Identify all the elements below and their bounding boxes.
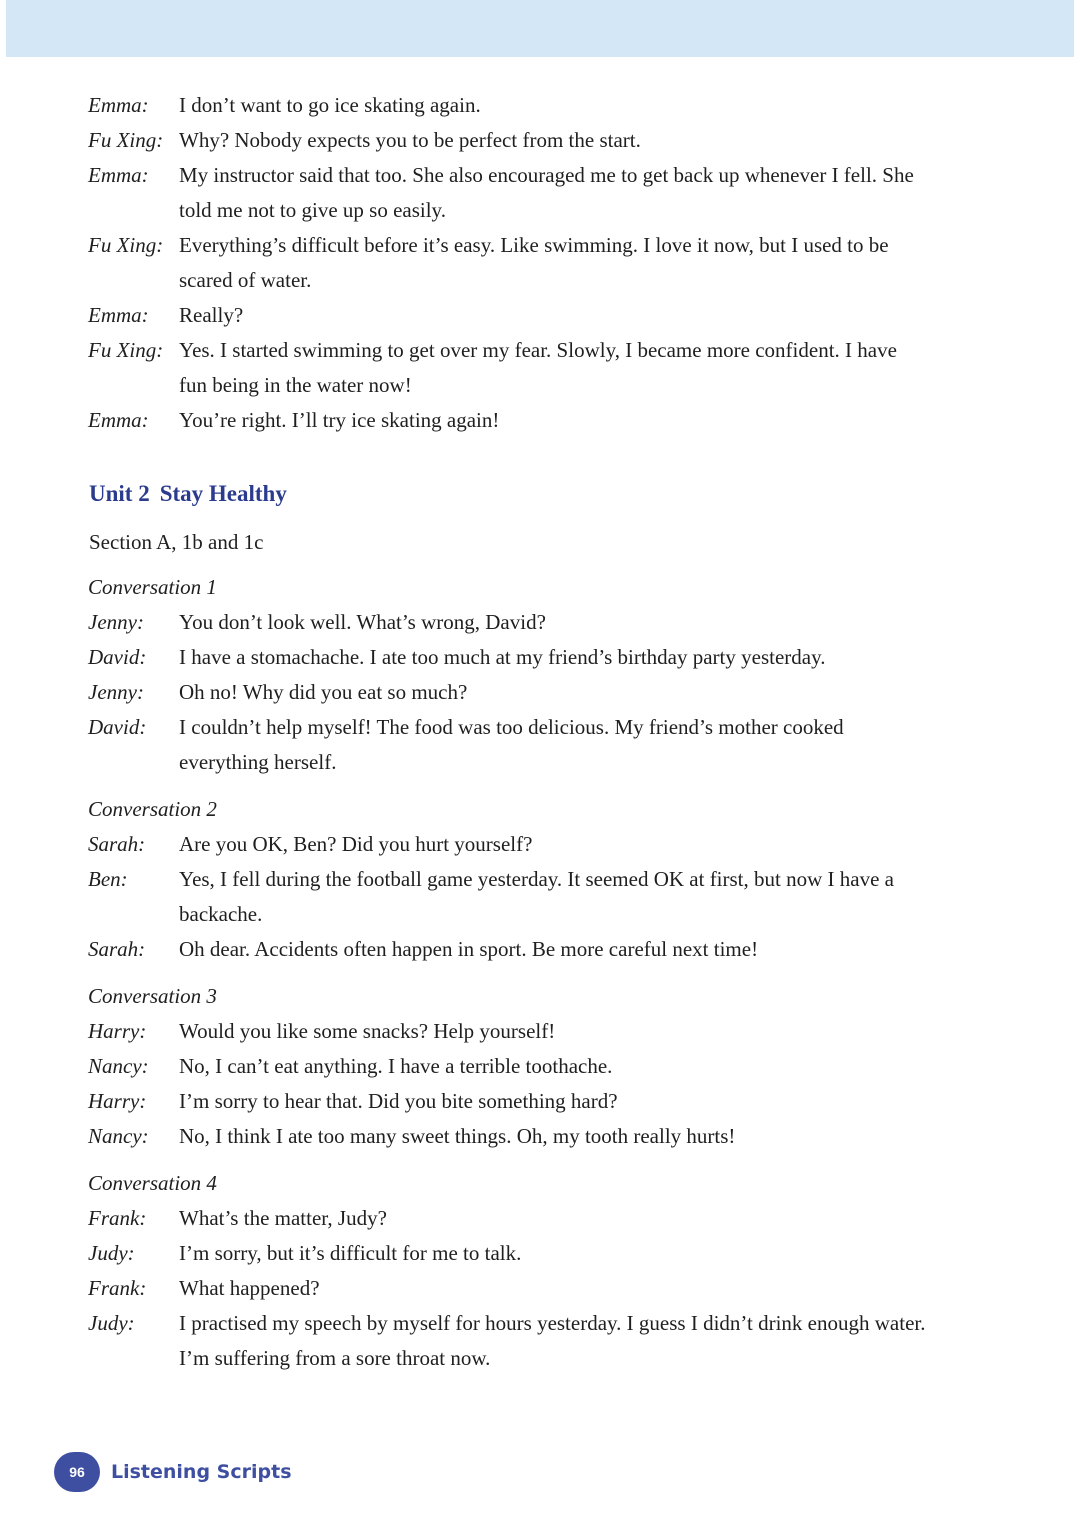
dialogue-text: Everything’s difficult before it’s easy. Like swimming. I love it now, but I used to be scared of water.: [179, 233, 889, 292]
dialogue-text: Yes, I fell during the football game yesterday. It seemed OK at first, but now I have a backache.: [179, 867, 894, 926]
unit-number: Unit 2: [89, 481, 150, 506]
speaker-label: Fu Xing:: [88, 128, 164, 152]
speaker-label: David:: [88, 645, 147, 669]
dialogue-text: Oh no! Why did you eat so much?: [179, 680, 468, 704]
top-color-band: [6, 0, 1074, 57]
speaker-label: Emma:: [88, 303, 149, 327]
section-heading: Section A, 1b and 1c: [89, 530, 264, 554]
speaker-label: Judy:: [88, 1311, 135, 1335]
conversation-3: [88, 979, 928, 1154]
speaker-label: Nancy:: [88, 1054, 149, 1078]
speaker-label: Judy:: [88, 1241, 135, 1265]
dialogue-line: [88, 675, 928, 710]
speaker-label: Jenny:: [88, 610, 144, 634]
dialogue-text: Would you like some snacks? Help yourself!: [179, 1019, 556, 1043]
dialogue-text: I couldn’t help myself! The food was too delicious. My friend’s mother cooked everything herself.: [179, 715, 844, 774]
dialogue-line: [88, 298, 928, 333]
speaker-label: Sarah:: [88, 937, 146, 961]
dialogue-line: [88, 88, 928, 123]
speaker-label: Emma:: [88, 163, 149, 187]
conversation-title: Conversation 2: [88, 797, 217, 821]
dialogue-text: What happened?: [179, 1276, 320, 1300]
unit-title: Stay Healthy: [159, 481, 287, 506]
dialogue-text: I’m sorry, but it’s difficult for me to talk.: [179, 1241, 522, 1265]
dialogue-line: [88, 710, 928, 780]
dialogue-line: [88, 228, 928, 298]
speaker-label: Fu Xing:: [88, 233, 164, 257]
speaker-label: Nancy:: [88, 1124, 149, 1148]
footer-section-title: Listening Scripts: [111, 1461, 292, 1483]
dialogue-line: [88, 1014, 928, 1049]
speaker-label: Harry:: [88, 1089, 147, 1113]
unit-heading: [89, 478, 287, 510]
dialogue-line: [88, 403, 928, 438]
dialogue-line: [88, 827, 928, 862]
dialogue-text: No, I think I ate too many sweet things. Oh, my tooth really hurts!: [179, 1124, 736, 1148]
dialogue-line: [88, 1119, 928, 1154]
dialogue-text: Really?: [179, 303, 244, 327]
speaker-label: Frank:: [88, 1206, 147, 1230]
dialogue-line: [88, 158, 928, 228]
speaker-label: David:: [88, 715, 147, 739]
speaker-label: Emma:: [88, 408, 149, 432]
speaker-label: Ben:: [88, 867, 128, 891]
speaker-label: Jenny:: [88, 680, 144, 704]
conversation-title: Conversation 3: [88, 984, 217, 1008]
dialogue-line: [88, 123, 928, 158]
dialogue-line: [88, 1201, 928, 1236]
dialogue-line: [88, 1271, 928, 1306]
dialogue-line: [88, 1306, 928, 1376]
dialogue-line: [88, 1049, 928, 1084]
dialogue-line: [88, 862, 928, 932]
dialogue-text: I have a stomachache. I ate too much at my friend’s birthday party yesterday.: [179, 645, 826, 669]
dialogue-text: Yes. I started swimming to get over my fear. Slowly, I became more confident. I have fun being in the water now!: [179, 338, 897, 397]
dialogue-text: What’s the matter, Judy?: [179, 1206, 387, 1230]
dialogue-text: I don’t want to go ice skating again.: [179, 93, 481, 117]
conversation-4: [88, 1166, 928, 1376]
conversation-1: [88, 570, 928, 780]
dialogue-line: [88, 333, 928, 403]
dialogue-text: I’m sorry to hear that. Did you bite something hard?: [179, 1089, 618, 1113]
speaker-label: Harry:: [88, 1019, 147, 1043]
page-footer: [54, 1452, 292, 1492]
conversation-title: Conversation 1: [88, 575, 217, 599]
dialogue-text: You don’t look well. What’s wrong, David?: [179, 610, 546, 634]
dialogue-text: No, I can’t eat anything. I have a terrible toothache.: [179, 1054, 613, 1078]
top-dialogue: [88, 88, 928, 438]
speaker-label: Emma:: [88, 93, 149, 117]
speaker-label: Fu Xing:: [88, 338, 164, 362]
dialogue-text: Why? Nobody expects you to be perfect from the start.: [179, 128, 641, 152]
dialogue-line: [88, 1084, 928, 1119]
dialogue-line: [88, 1236, 928, 1271]
dialogue-line: [88, 932, 928, 967]
page-number-badge: 96: [54, 1452, 100, 1492]
speaker-label: Frank:: [88, 1276, 147, 1300]
conversation-2: [88, 792, 928, 967]
dialogue-text: My instructor said that too. She also encouraged me to get back up whenever I fell. She told me not to give up so easily.: [179, 163, 914, 222]
dialogue-text: You’re right. I’ll try ice skating again!: [179, 408, 500, 432]
dialogue-text: I practised my speech by myself for hours yesterday. I guess I didn’t drink enough water. I’m suffering from a sore throat now.: [179, 1311, 926, 1370]
dialogue-text: Oh dear. Accidents often happen in sport. Be more careful next time!: [179, 937, 759, 961]
speaker-label: Sarah:: [88, 832, 146, 856]
dialogue-line: [88, 640, 928, 675]
conversation-title: Conversation 4: [88, 1171, 217, 1195]
dialogue-text: Are you OK, Ben? Did you hurt yourself?: [179, 832, 533, 856]
dialogue-line: [88, 605, 928, 640]
